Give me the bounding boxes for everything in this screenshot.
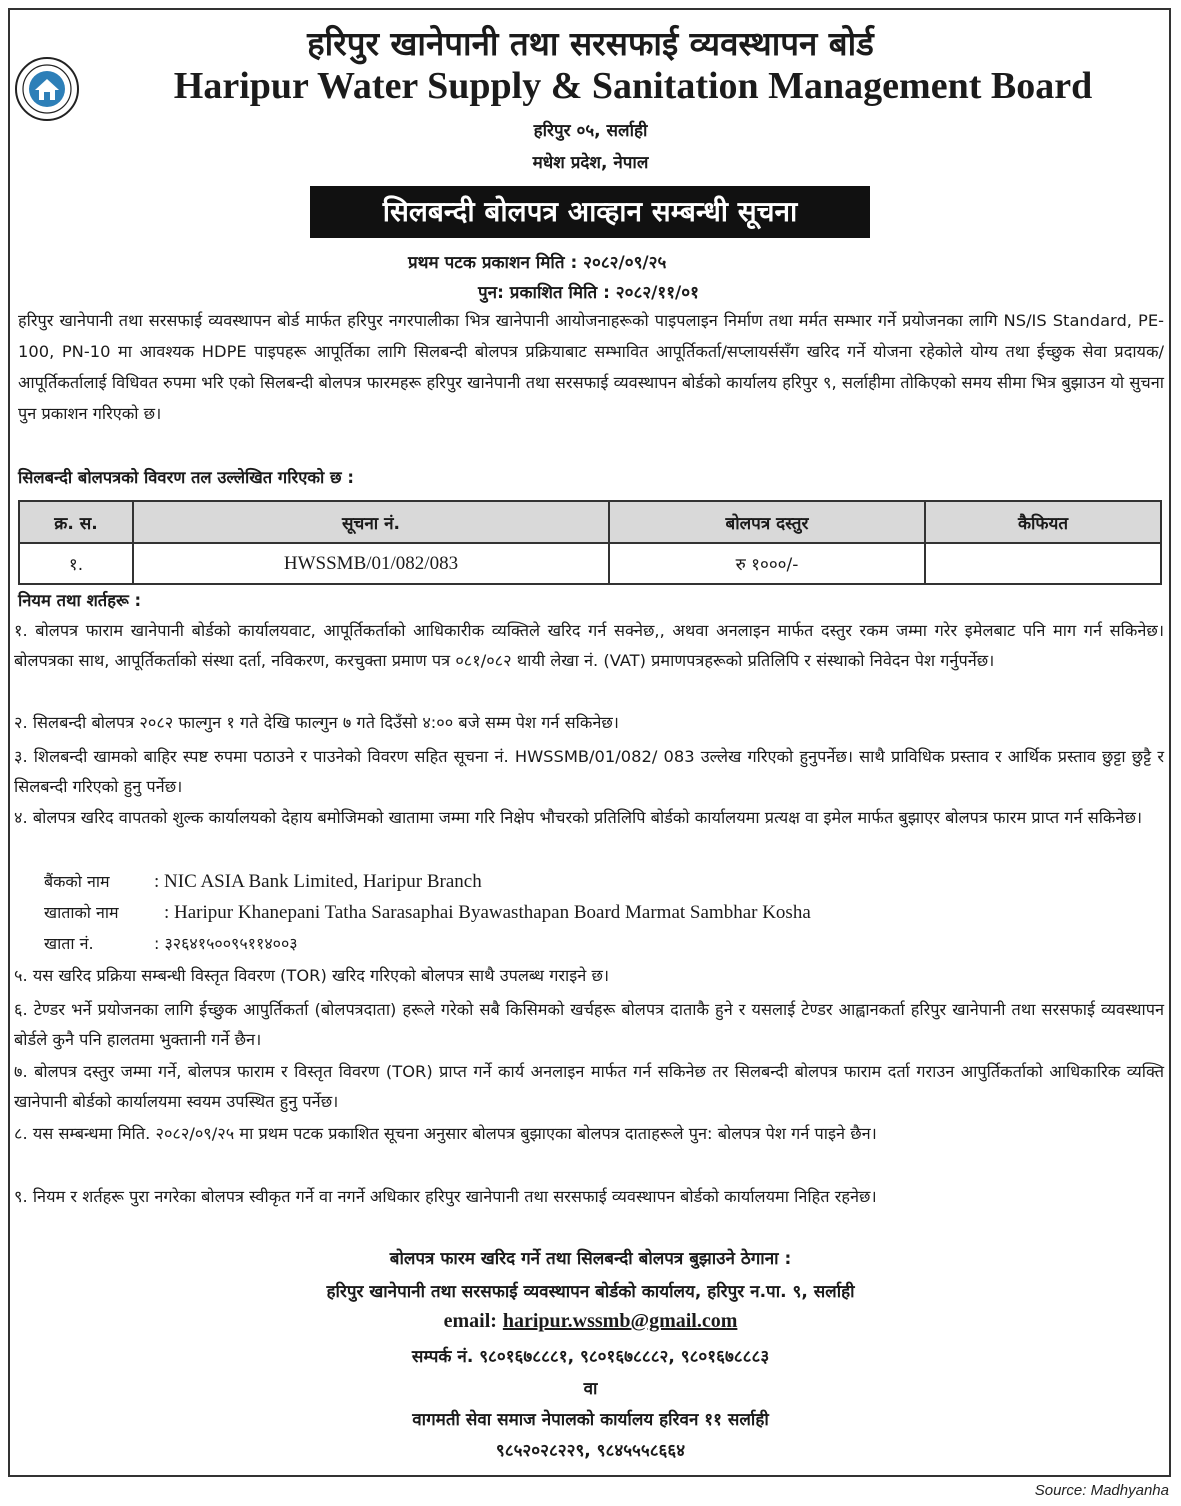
- notice-banner: सिलबन्दी बोलपत्र आव्हान सम्बन्धी सूचना: [310, 186, 870, 238]
- alternate-phone: ९८५२०२८२२९, ९८४५५५८६६४: [495, 1441, 686, 1461]
- cell-notice-no: HWSSMB/01/082/083: [133, 543, 609, 584]
- table-row: [19, 543, 1161, 584]
- rule-4: ४. बोलपत्र खरिद वापतको शुल्क कार्यालयको देहाय बमोजिमको खातामा जम्मा गरि निक्षेप भौचरको प्रतिलिपि बोर्डको कार्यालयमा प्रत्यक्ष वा इमेल मार्फत बुझाएर बोलपत्र फारम प्राप्त गर्न सकिनेछ।: [14, 808, 1143, 827]
- cell-remarks: [925, 543, 1161, 584]
- address-line-1: हरिपुर ०५, सर्लाही: [533, 121, 648, 141]
- cell-fee: रु १०००/-: [609, 543, 925, 584]
- account-name-value: : Haripur Khanepani Tatha Sarasaphai Byawasthapan Board Marmat Sambhar Kosha: [164, 902, 811, 923]
- tender-table: [18, 500, 1162, 585]
- rule-1: १. बोलपत्र फाराम खानेपानी बोर्डको कार्यालयवाट, आपूर्तिकर्ताको आधिकारीक व्यक्तिले खरिद गर्न सक्नेछ,, अथवा अनलाइन मार्फत दस्तुर रकम जम्मा गरेर इमेलबाट पनि माग गर्न सकिनेछ। बोलपत्रका साथ, आपूर्तिकर्ताको संस्था दर्ता, नविकरण, करचुक्ता प्रमाण पत्र ०८१/०८२ थायी लेखा नं. (VAT) प्रमाणपत्रहरूको प्रतिलिपि र संस्थाको निवेदन पेश गर्नुपर्नेछ।: [14, 621, 1164, 670]
- rule-9: ९. नियम र शर्तहरू पुरा नगरेका बोलपत्र स्वीकृत गर्ने वा नगर्ने अधिकार हरिपुर खानेपानी तथा सरसफाई व्यवस्थापन बोर्डको कार्यालयमा निहित रहनेछ।: [14, 1187, 877, 1206]
- table-header-row: [19, 501, 1161, 543]
- republication-date: पुन: प्रकाशित मिति : २०८२/११/०१: [478, 283, 699, 303]
- account-number-label: खाता नं.: [44, 934, 94, 953]
- office-address: हरिपुर खानेपानी तथा सरसफाई व्यवस्थापन बोर्डको कार्यालय, हरिपुर न.पा. ९, सर्लाही: [326, 1282, 855, 1302]
- address-line-2: मधेश प्रदेश, नेपाल: [532, 153, 649, 173]
- rule-7: ७. बोलपत्र दस्तुर जम्मा गर्ने, बोलपत्र फाराम र विस्तृत विवरण (TOR) प्राप्त गर्ने कार्य अनलाइन मार्फत गर्न सकिनेछ तर सिलबन्दी बोलपत्र फाराम दर्ता गराउन आपुर्तिकर्ताको आधिकारिक व्यक्ति खानेपानी बोर्डको कार्यालयमा स्वयम उपस्थित हुनु पर्नेछ।: [14, 1062, 1164, 1111]
- email-label: email:: [443, 1310, 497, 1332]
- email-row: [0, 1310, 1181, 1333]
- intro-paragraph: हरिपुर खानेपानी तथा सरसफाई व्यवस्थापन बोर्ड मार्फत हरिपुर नगरपालीका भित्र खानेपानी आयोजनाहरूको पाइपलाइन निर्माण तथा मर्मत सम्भार गर्ने प्रयोजनका लागि NS/IS Standard, PE-100, PN-10 मा आवश्यक HDPE पाइपहरू आपूर्तिका लागि सिलबन्दी बोलपत्र प्रक्रियाबाट सम्भावित आपूर्तिकर्ता/सप्लायर्ससँग खरिद गर्ने योजना रहेकोले योग्य तथा ईच्छुक सेवा प्रदायक/आपूर्तिकर्तालाई विधिवत रुपमा भरि एको सिलबन्दी बोलपत्र फारमहरू हरिपुर खानेपानी तथा सरसफाई व्यवस्थापन बोर्डको कार्यालय हरिपुर ९, सर्लाहीमा तोकिएको समय सीमा भित्र बुझाउन यो सुचना पुन प्रकाशन गरिएको छ।: [18, 311, 1164, 423]
- col-fee: बोलपत्र दस्तुर: [609, 501, 925, 543]
- col-serial: क्र. स.: [19, 501, 133, 543]
- col-remarks: कैफियत: [925, 501, 1161, 543]
- alternate-office: वागमती सेवा समाज नेपालको कार्यालय हरिवन ११ सर्लाही: [412, 1410, 769, 1430]
- submission-address-label: बोलपत्र फारम खरिद गर्ने तथा सिलबन्दी बोलपत्र बुझाउने ठेगाना :: [389, 1249, 792, 1269]
- account-number-row: [44, 929, 298, 959]
- account-name-row: [44, 898, 811, 928]
- first-publication-date: प्रथम पटक प्रकाशन मिति : २०८२/०९/२५: [408, 253, 667, 273]
- bank-name-row: [44, 867, 482, 897]
- rule-6: ६. टेण्डर भर्ने प्रयोजनका लागि ईच्छुक आपुर्तिकर्ता (बोलपत्रदाता) हरूले गरेको सबै किसिमको खर्चहरू बोलपत्र दाताकै हुने र यसलाई टेण्डर आह्वानकर्ता हरिपुर खानेपानी तथा सरसफाई व्यवस्थापन बोर्डले कुनै पनि हालतमा भुक्तानी गर्ने छैन।: [14, 1000, 1164, 1049]
- rule-3: ३. शिलबन्दी खामको बाहिर स्पष्ट रुपमा पठाउने र पाउनेको विवरण सहित सूचना नं. HWSSMB/01/082/ 083 उल्लेख गरिएको हुनुपर्नेछ। साथै प्राविधिक प्रस्ताव र आर्थिक प्रस्ताव छुट्टा छुट्टै र सिलबन्दी गरिएको हुनु पर्नेछ।: [14, 747, 1164, 796]
- email-link[interactable]: haripur.wssmb@gmail.com: [502, 1310, 738, 1332]
- or-separator: वा: [583, 1379, 598, 1399]
- rule-8: ८. यस सम्बन्धमा मिति. २०८२/०९/२५ मा प्रथम पटक प्रकाशित सूचना अनुसार बोलपत्र बुझाएका बोलपत्र दाताहरूले पुन: बोलपत्र पेश गर्न पाइने छैन।: [14, 1124, 877, 1143]
- rule-5: ५. यस खरिद प्रक्रिया सम्बन्धी विस्तृत विवरण (TOR) खरिद गरिएको बोलपत्र साथै उपलब्ध गराइने छ।: [14, 966, 610, 985]
- bank-name-label: बैंकको नाम: [44, 872, 110, 891]
- account-name-label: खाताको नाम: [44, 903, 119, 922]
- col-notice-no: सूचना नं.: [133, 501, 609, 543]
- rules-title: नियम तथा शर्तहरू :: [18, 591, 142, 610]
- contact-numbers: सम्पर्क नं. ९८०१६७८८८१, ९८०१६७८८८२, ९८०१६७८८८३: [411, 1347, 770, 1367]
- cell-serial: १.: [19, 543, 133, 584]
- org-title-nepali: हरिपुर खानेपानी तथा सरसफाई व्यवस्थापन बोर्ड: [307, 24, 874, 63]
- bank-name-value: : NIC ASIA Bank Limited, Haripur Branch: [154, 871, 482, 892]
- details-label: सिलबन्दी बोलपत्रको विवरण तल उल्लेखित गरिएको छ :: [18, 468, 354, 487]
- account-number-value: : ३२६४१५००९५११४००३: [154, 934, 298, 953]
- board-logo-icon: [14, 56, 80, 122]
- source-credit: Source: Madhyanha: [1034, 1482, 1169, 1499]
- rule-2: २. सिलबन्दी बोलपत्र २०८२ फाल्गुन १ गते देखि फाल्गुन ७ गते दिउँसो ४:०० बजे सम्म पेश गर्न सकिनेछ।: [14, 713, 619, 732]
- org-title-english: Haripur Water Supply & Sanitation Management Board: [173, 65, 1093, 107]
